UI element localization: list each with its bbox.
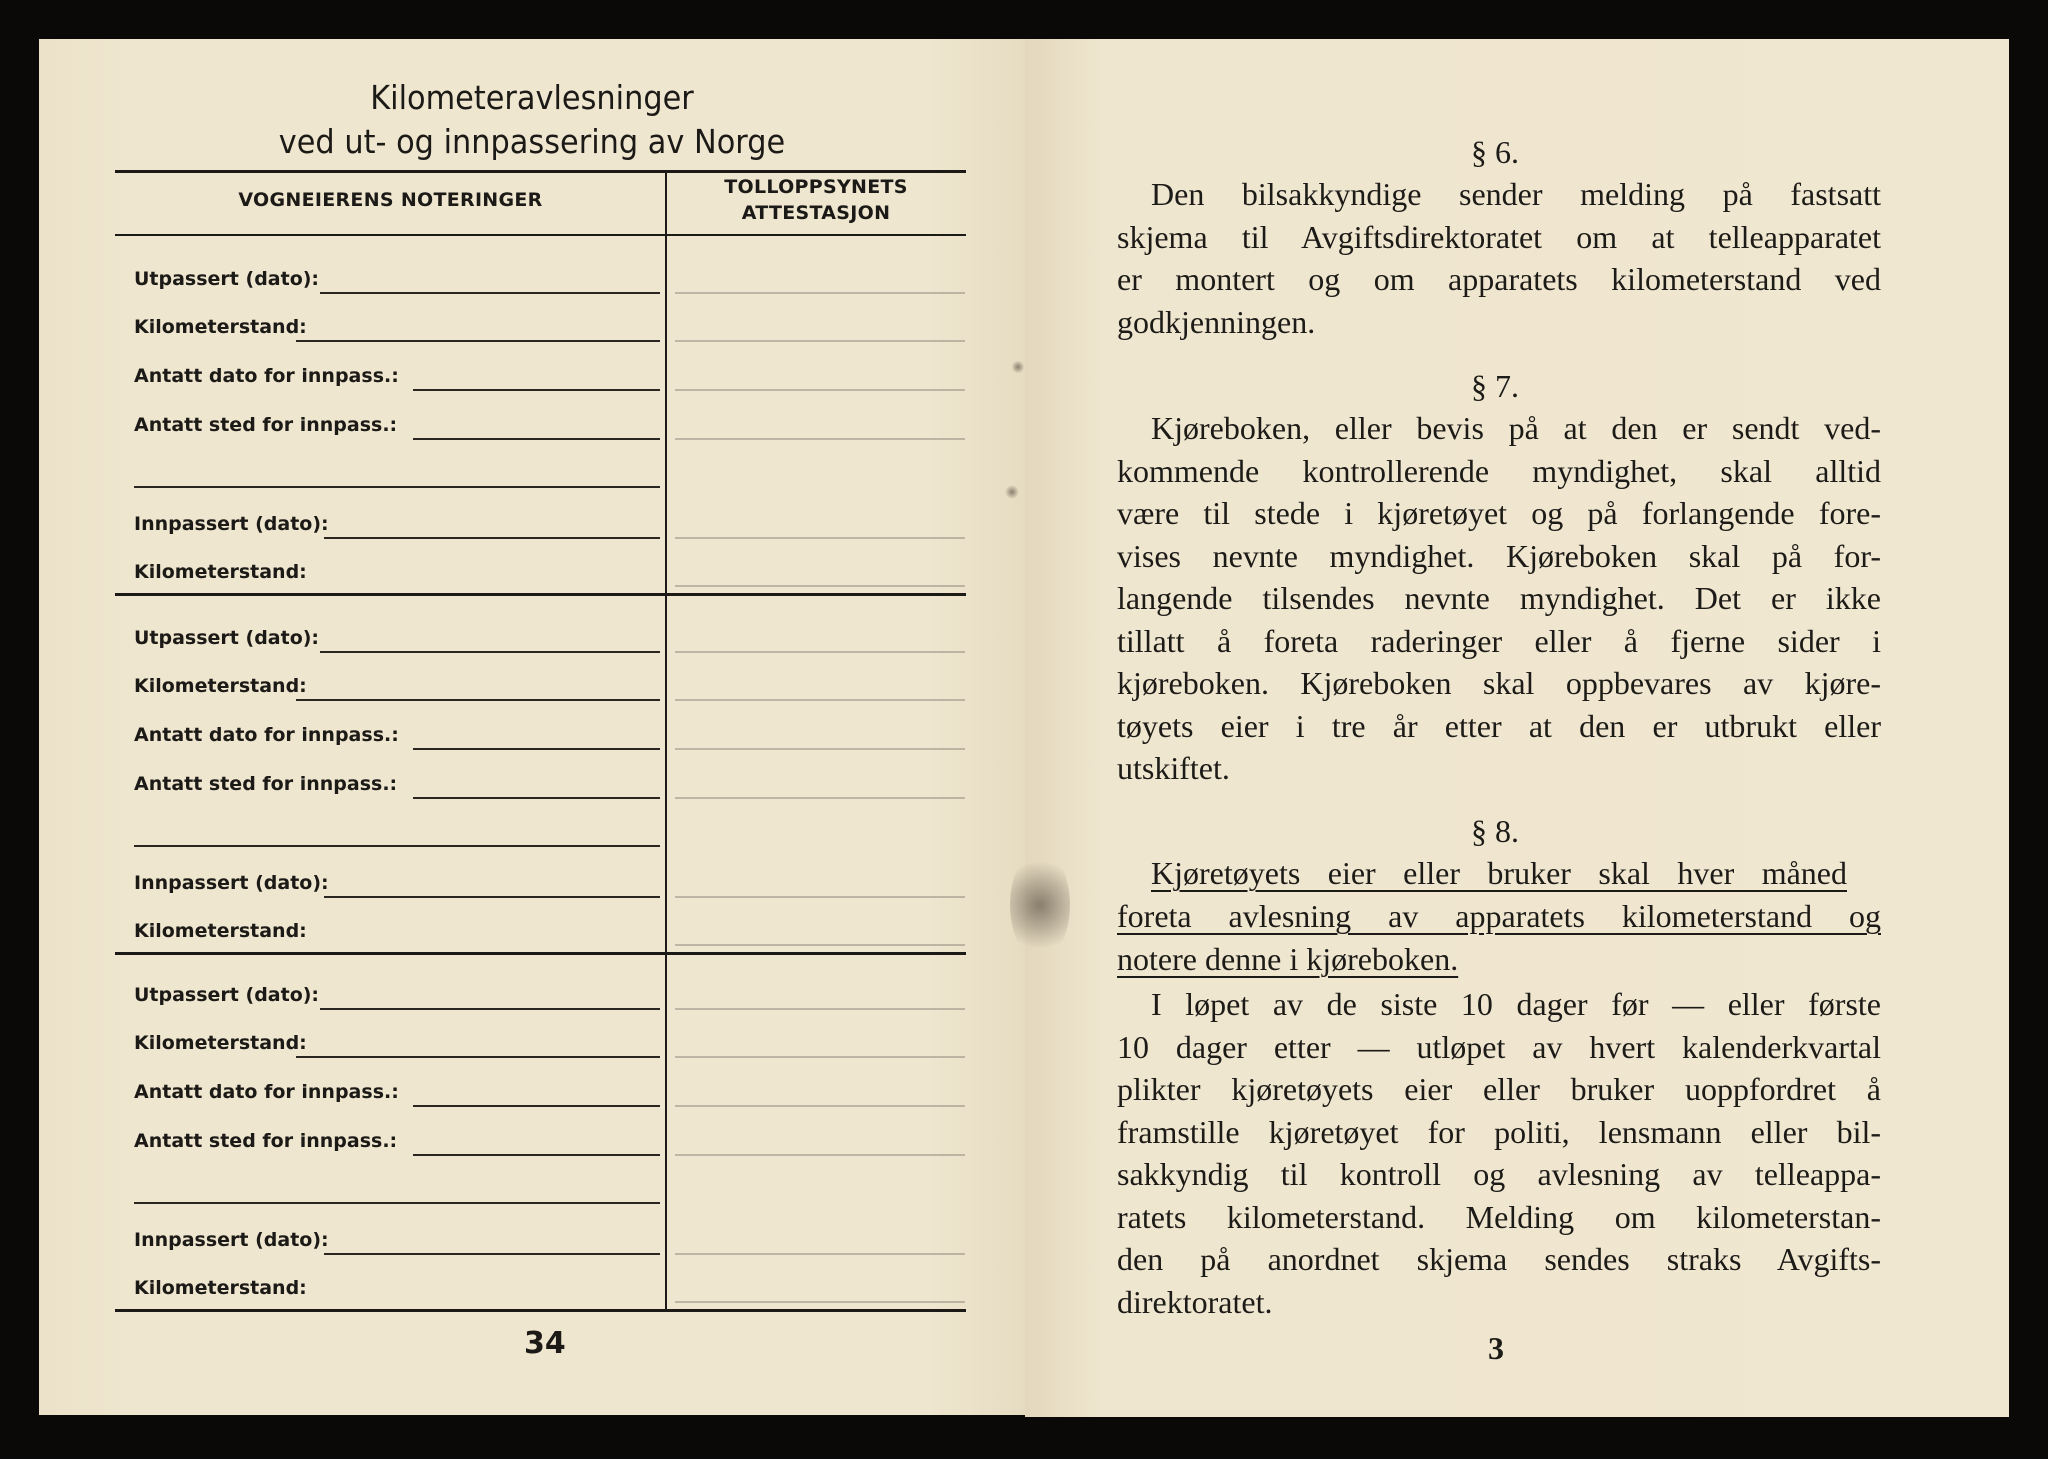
attest-line	[675, 1301, 965, 1303]
paragraph-line: Kjøreboken, eller bevis på at den er sendt ved-	[1151, 410, 1881, 446]
paragraph-line: 10 dager etter — utløpet av hvert kalenderkvartal	[1117, 1028, 1881, 1065]
paragraph-line: framstille kjøretøyet for politi, lensmann eller bil-	[1117, 1113, 1881, 1150]
field-line-innpassert	[324, 537, 660, 539]
field-line-km1	[296, 340, 660, 342]
block-separator-rule	[115, 1309, 966, 1312]
paragraph-line: tillatt å foreta raderinger eller å fjerne sider i	[1117, 622, 1881, 659]
field-label-antatt-dato: Antatt dato for innpass.:	[134, 1081, 399, 1103]
attest-line	[675, 340, 965, 342]
page-stain	[1010, 850, 1070, 960]
field-line-km1	[296, 1056, 660, 1058]
field-label-antatt-sted: Antatt sted for innpass.:	[134, 1130, 398, 1152]
attest-line	[675, 1056, 965, 1058]
paragraph-line: godkjenningen.	[1117, 303, 1316, 340]
attest-line	[675, 389, 965, 391]
page-number-right: 3	[1488, 1330, 1504, 1366]
field-line-antatt-dato	[413, 389, 660, 391]
blank-line	[134, 486, 660, 488]
form-title: Kilometeravlesninger	[370, 78, 694, 117]
field-line-antatt-sted	[413, 438, 660, 440]
paragraph-line: skjema til Avgiftsdirektoratet om at telleapparatet	[1117, 218, 1881, 255]
field-label-antatt-dato: Antatt dato for innpass.:	[134, 724, 399, 746]
paragraph-line: plikter kjøretøyets eier eller bruker uoppfordret å	[1117, 1071, 1881, 1107]
field-label-innpassert: Innpassert (dato):	[134, 1229, 329, 1251]
field-label-innpassert: Innpassert (dato):	[134, 513, 329, 535]
field-label-km2: Kilometerstand:	[134, 561, 307, 583]
field-label-antatt-sted: Antatt sted for innpass.:	[134, 773, 398, 795]
field-label-km2: Kilometerstand:	[134, 920, 307, 942]
field-label-antatt-dato: Antatt dato for innpass.:	[134, 365, 399, 387]
attest-line	[675, 944, 965, 946]
header-bottom-rule	[115, 234, 966, 236]
field-line-antatt-dato	[413, 1105, 660, 1107]
underlined-text-line: notere denne i kjøreboken.	[1117, 941, 1459, 977]
field-line-antatt-sted	[413, 1154, 660, 1156]
underlined-text-line: foreta avlesning av apparatets kilometerstand og	[1117, 898, 1881, 934]
form-subtitle: ved ut- og innpassering av Norge	[278, 122, 786, 161]
field-line-innpassert	[324, 896, 660, 898]
block-separator-rule	[115, 593, 966, 596]
paragraph-line: ratets kilometerstand. Melding om kilometerstan-	[1117, 1198, 1881, 1235]
page-number-left: 34	[524, 1326, 566, 1361]
paragraph-line: vises nevnte myndighet. Kjøreboken skal på for-	[1117, 537, 1881, 574]
attest-line	[675, 748, 965, 750]
field-label-utpassert: Utpassert (dato):	[134, 268, 320, 290]
block-separator-rule	[115, 952, 966, 955]
field-line-antatt-dato	[413, 748, 660, 750]
field-line-innpassert	[324, 1253, 660, 1255]
attest-line	[675, 1154, 965, 1156]
blank-line	[134, 1202, 660, 1204]
paragraph-line: er montert og om apparatets kilometerstand ved	[1117, 261, 1881, 297]
field-label-utpassert: Utpassert (dato):	[134, 984, 320, 1006]
section-heading: § 8.	[1471, 813, 1519, 849]
paragraph-line: utskiftet.	[1117, 750, 1230, 786]
attest-line	[675, 438, 965, 440]
attest-line	[675, 1105, 965, 1107]
column-header-vogneierens: VOGNEIERENS NOTERINGER	[238, 189, 543, 211]
attest-line	[675, 651, 965, 653]
attest-line	[675, 797, 965, 799]
paragraph-line: I løpet av de siste 10 dager før — eller første	[1151, 986, 1881, 1022]
paragraph-line: sakkyndig til kontroll og avlesning av telleappa-	[1117, 1156, 1881, 1192]
section-heading: § 6.	[1471, 134, 1519, 170]
column-divider	[665, 172, 667, 1310]
section-heading: § 7.	[1471, 368, 1519, 404]
paragraph-line: langende tilsendes nevnte myndighet. Det er ikke	[1117, 580, 1881, 616]
paragraph-line: Den bilsakkyndige sender melding på fastsatt	[1151, 176, 1881, 212]
page-spot	[1005, 485, 1019, 499]
field-label-km1: Kilometerstand:	[134, 1032, 307, 1054]
field-label-antatt-sted: Antatt sted for innpass.:	[134, 414, 398, 436]
field-label-utpassert: Utpassert (dato):	[134, 627, 320, 649]
field-line-utpassert	[320, 651, 660, 653]
paragraph-line: direktoratet.	[1117, 1283, 1273, 1320]
paragraph-line: være til stede i kjøretøyet og på forlangende fore-	[1117, 495, 1881, 531]
paragraph-line: tøyets eier i tre år etter at den er utbrukt eller	[1117, 707, 1881, 744]
field-label-km1: Kilometerstand:	[134, 675, 307, 697]
field-label-km2: Kilometerstand:	[134, 1277, 307, 1299]
field-line-antatt-sted	[413, 797, 660, 799]
column-header-tolloppsynets: TOLLOPPSYNETS	[724, 176, 908, 198]
paragraph-line: kommende kontrollerende myndighet, skal alltid	[1117, 452, 1881, 489]
field-line-utpassert	[320, 292, 660, 294]
field-line-km1	[296, 699, 660, 701]
field-label-innpassert: Innpassert (dato):	[134, 872, 329, 894]
attest-line	[675, 699, 965, 701]
column-header-attestasjon: ATTESTASJON	[741, 202, 891, 224]
attest-line	[675, 1253, 965, 1255]
attest-line	[675, 537, 965, 539]
paragraph-line: kjøreboken. Kjøreboken skal oppbevares av kjøre-	[1117, 665, 1881, 701]
attest-line	[675, 292, 965, 294]
paragraph-line: den på anordnet skjema sendes straks Avgifts-	[1117, 1241, 1881, 1277]
field-line-utpassert	[320, 1008, 660, 1010]
attest-line	[675, 585, 965, 587]
blank-line	[134, 845, 660, 847]
underlined-text-line: Kjøretøyets eier eller bruker skal hver måned	[1151, 855, 1847, 891]
page-spot	[1012, 360, 1024, 374]
attest-line	[675, 1008, 965, 1010]
header-top-rule	[115, 170, 966, 173]
attest-line	[675, 896, 965, 898]
field-label-km1: Kilometerstand:	[134, 316, 307, 338]
